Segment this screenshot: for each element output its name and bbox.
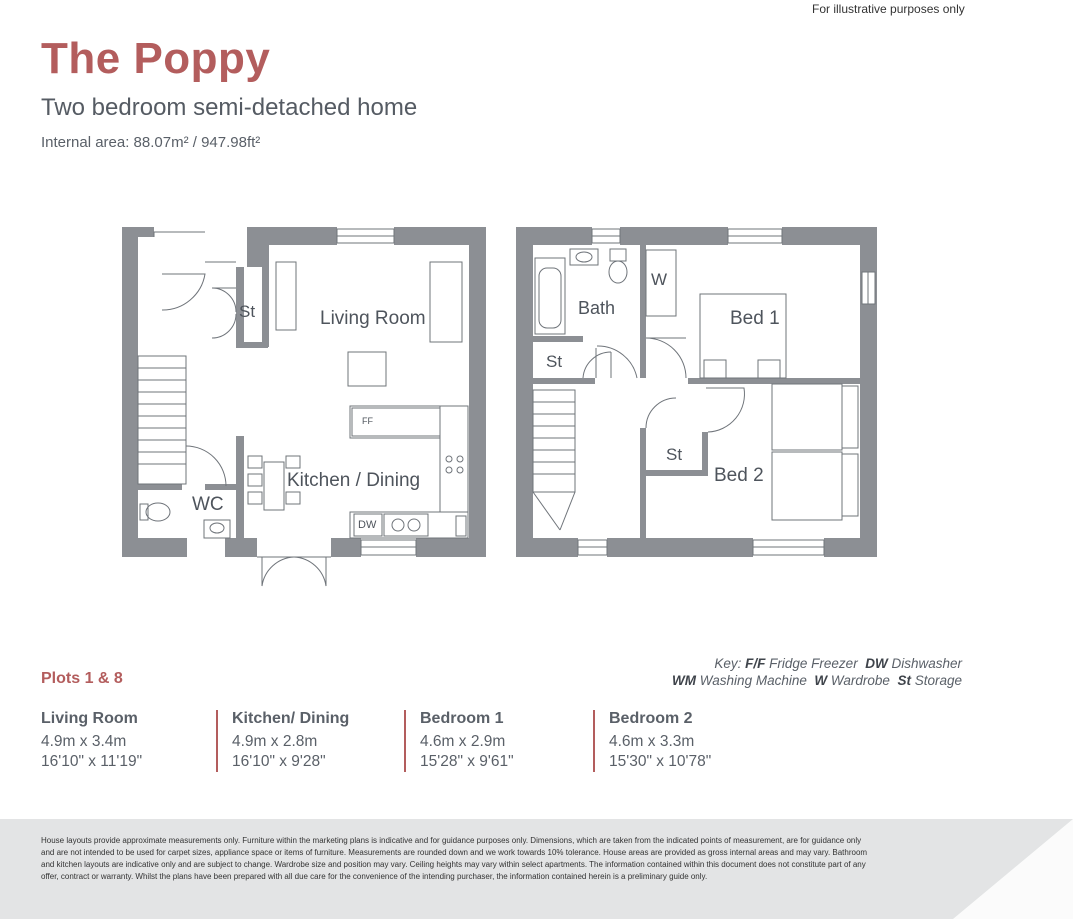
room-name: Kitchen/ Dining <box>232 710 350 727</box>
room-dims-bedroom1 <box>404 710 514 772</box>
footer-decoration <box>873 819 1073 919</box>
label-fridge-freezer: FF <box>362 416 373 426</box>
room-metric: 4.9m x 3.4m <box>41 733 127 750</box>
room-metric: 4.9m x 2.8m <box>232 733 318 750</box>
room-imperial: 15'28" x 9'61" <box>420 753 514 770</box>
footer-disclaimer <box>0 819 1073 919</box>
key-abbr-dw: DW <box>865 656 888 671</box>
label-ground-storage: St <box>239 302 256 321</box>
key-abbr-wm: WM <box>672 673 697 688</box>
plots-heading: Plots 1 & 8 <box>41 670 123 687</box>
label-bed2: Bed 2 <box>714 465 764 486</box>
label-bed1: Bed 1 <box>730 308 780 329</box>
key-abbr-ff: F/F <box>745 656 766 671</box>
key-line-2 <box>672 673 962 688</box>
label-kitchen-dining: Kitchen / Dining <box>287 470 421 491</box>
page-title: The Poppy <box>41 34 271 83</box>
first-stairs <box>533 390 575 530</box>
room-imperial: 16'10" x 11'19" <box>41 753 143 770</box>
key-label-wm: Washing Machine <box>699 673 807 688</box>
label-living-room: Living Room <box>320 308 426 329</box>
label-bath: Bath <box>578 298 616 318</box>
ground-stairs <box>138 356 186 484</box>
first-floor-plan <box>516 227 877 557</box>
internal-area: Internal area: 88.07m² / 947.98ft² <box>41 134 261 151</box>
page-subtitle: Two bedroom semi-detached home <box>41 94 418 121</box>
illustrative-disclaimer: For illustrative purposes only <box>812 2 965 16</box>
label-landing-storage: St <box>546 352 563 371</box>
room-imperial: 16'10" x 9'28" <box>232 753 326 770</box>
key-prefix: Key: <box>714 656 742 671</box>
label-wardrobe: W <box>651 270 668 289</box>
first-floor-walls <box>516 227 877 557</box>
ground-floor-plan <box>122 227 486 586</box>
room-name: Living Room <box>41 710 138 727</box>
room-imperial: 15'30" x 10'78" <box>609 753 712 770</box>
room-dims-bedroom2 <box>593 710 711 772</box>
label-dishwasher: DW <box>358 519 377 531</box>
key-label-ff: Fridge Freezer <box>769 656 858 671</box>
room-dims-living <box>41 710 142 772</box>
key-label-st: Storage <box>914 673 962 688</box>
label-bed2-storage: St <box>666 445 683 464</box>
room-metric: 4.6m x 3.3m <box>609 733 695 750</box>
room-name: Bedroom 1 <box>420 710 504 727</box>
key-abbr-w: W <box>814 673 828 688</box>
key-line-1 <box>714 656 962 671</box>
key-label-w: Wardrobe <box>830 673 890 688</box>
footer-text: House layouts provide approximate measurements only. Furniture within the marketing plans is indicative and for guidance purposes only. Dimensions, which are taken from the indicated points of measurement, are for guidance only and are not intended to be used for carpet sizes, appliance space or items of furniture. Measurements are rounded down and we work towards 10% tolerance. House areas are provided as gross internal areas and may vary. Bathroom and kitchen layouts are indicative only and are subject to change. Wardrobe size and position may vary. Ceiling heights may vary within select apartments. The information contained within this document does not constitute part of any offer, contract or warranty. Whilst the plans have been prepared with all due care for the convenience of the intending purchaser, the information contained herein is a preliminary guide only. <box>41 836 868 881</box>
room-name: Bedroom 2 <box>609 710 693 727</box>
label-wc: WC <box>192 494 224 515</box>
room-dims-kitchen <box>216 710 349 772</box>
key-label-dw: Dishwasher <box>891 656 962 671</box>
key-abbr-st: St <box>897 673 911 688</box>
room-metric: 4.6m x 2.9m <box>420 733 506 750</box>
